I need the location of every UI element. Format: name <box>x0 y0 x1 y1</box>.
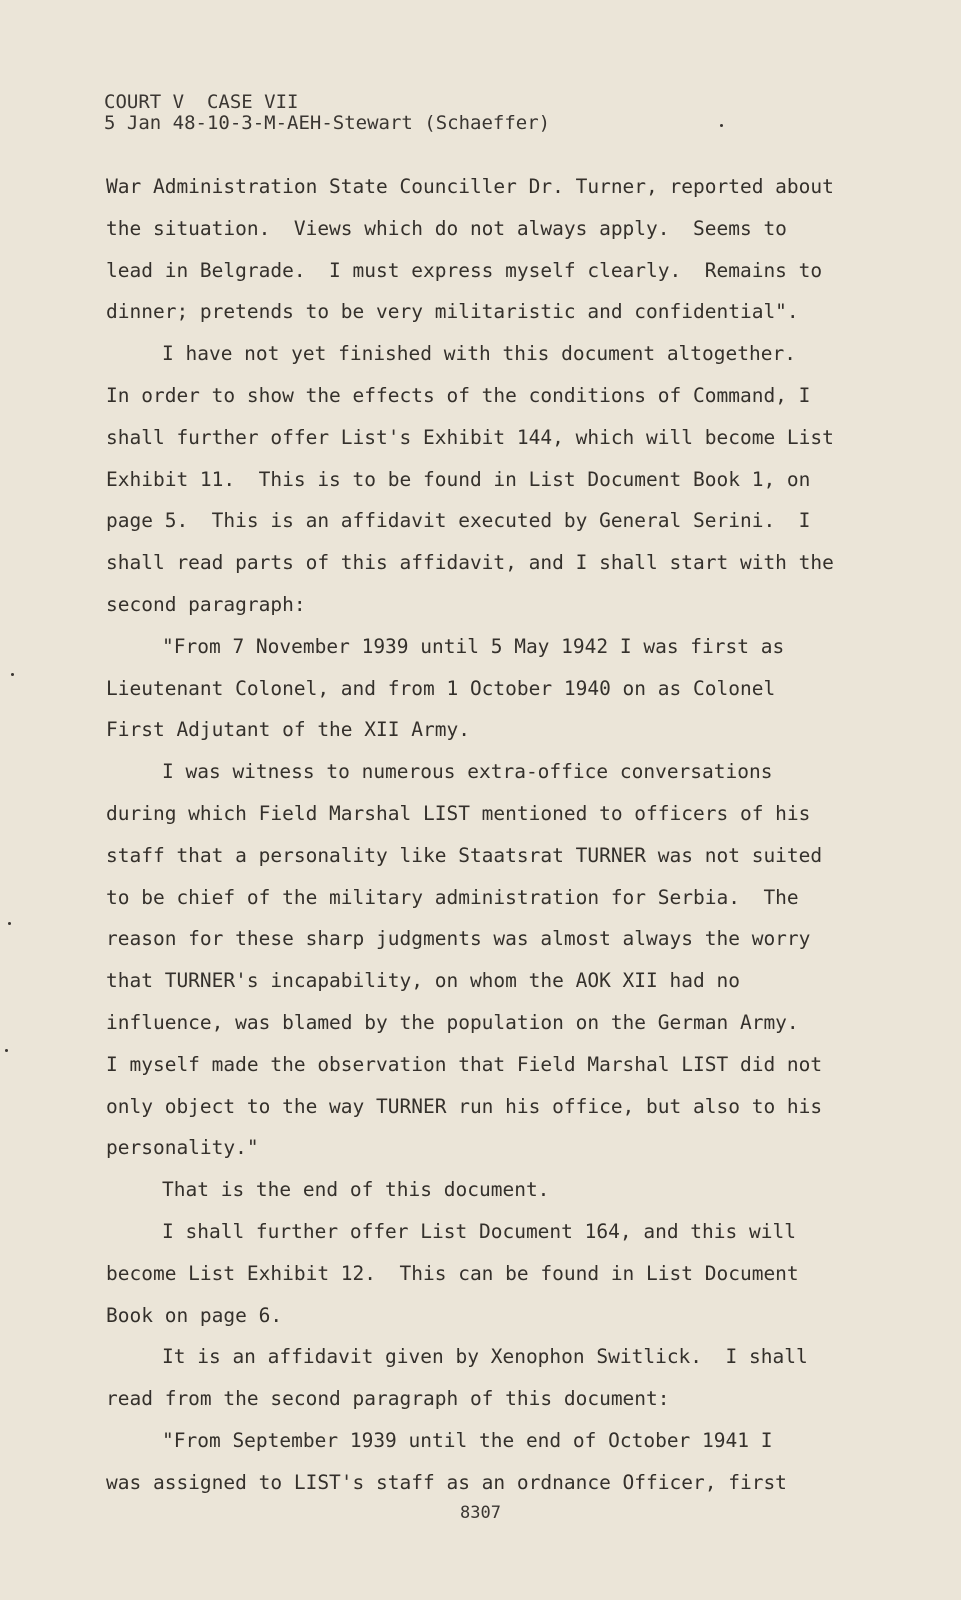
text-line: read from the second paragraph of this document: <box>106 1387 670 1411</box>
text-line: In order to show the effects of the conditions of Command, I <box>106 383 811 407</box>
text-line: "From 7 November 1939 until 5 May 1942 I was first as <box>162 634 785 658</box>
text-line: Lieutenant Colonel, and from 1 October 1940 on as Colonel <box>106 676 776 700</box>
text-line: second paragraph: <box>106 592 306 616</box>
text-line: shall read parts of this affidavit, and I shall start with the <box>106 551 834 575</box>
text-line: First Adjutant of the XII Army. <box>106 718 470 742</box>
text-line: I was witness to numerous extra-office conversations <box>162 760 773 784</box>
text-line: It is an affidavit given by Xenophon Switlick. I shall <box>162 1345 808 1369</box>
text-line: during which Field Marshal LIST mentioned to officers of his <box>106 801 811 825</box>
ink-speck <box>11 673 14 676</box>
page-number: 8307 <box>460 1503 501 1523</box>
transcript-body <box>106 166 886 1504</box>
ink-speck <box>720 124 723 127</box>
text-line: I myself made the observation that Field Marshal LIST did not <box>106 1052 823 1076</box>
text-line: only object to the way TURNER run his office, but also to his <box>106 1094 823 1118</box>
text-line: influence, was blamed by the population on the German Army. <box>106 1010 799 1034</box>
text-line: reason for these sharp judgments was almost always the worry <box>106 927 811 951</box>
ink-speck <box>5 1049 8 1052</box>
text-line: shall further offer List's Exhibit 144, which will become List <box>106 425 834 449</box>
header-session-info: 5 Jan 48-10-3-M-AEH-Stewart (Schaeffer) <box>104 112 551 134</box>
text-line: page 5. This is an affidavit executed by General Serini. I <box>106 509 811 533</box>
text-line: staff that a personality like Staatsrat TURNER was not suited <box>106 843 823 867</box>
text-line: to be chief of the military administration for Serbia. The <box>106 885 799 909</box>
text-line: I shall further offer List Document 164, and this will <box>162 1219 796 1243</box>
text-line: I have not yet finished with this document altogether. <box>162 342 796 366</box>
text-line: that TURNER's incapability, on whom the AOK XII had no <box>106 969 740 993</box>
document-header <box>104 92 550 134</box>
ink-speck <box>8 922 11 925</box>
text-line: Book on page 6. <box>106 1303 283 1327</box>
text-line: become List Exhibit 12. This can be found in List Document <box>106 1261 799 1285</box>
text-line: was assigned to LIST's staff as an ordnance Officer, first <box>106 1470 787 1494</box>
header-court-case: COURT V CASE VII <box>104 91 299 113</box>
text-line: That is the end of this document. <box>162 1178 550 1202</box>
text-line: lead in Belgrade. I must express myself clearly. Remains to <box>106 258 823 282</box>
text-line: dinner; pretends to be very militaristic and confidential". <box>106 300 799 324</box>
text-line: the situation. Views which do not always apply. Seems to <box>106 216 787 240</box>
text-line: personality." <box>106 1136 259 1160</box>
text-line: "From September 1939 until the end of October 1941 I <box>162 1428 773 1452</box>
text-line: Exhibit 11. This is to be found in List Document Book 1, on <box>106 467 811 491</box>
text-line: War Administration State Counciller Dr. Turner, reported about <box>106 175 834 198</box>
